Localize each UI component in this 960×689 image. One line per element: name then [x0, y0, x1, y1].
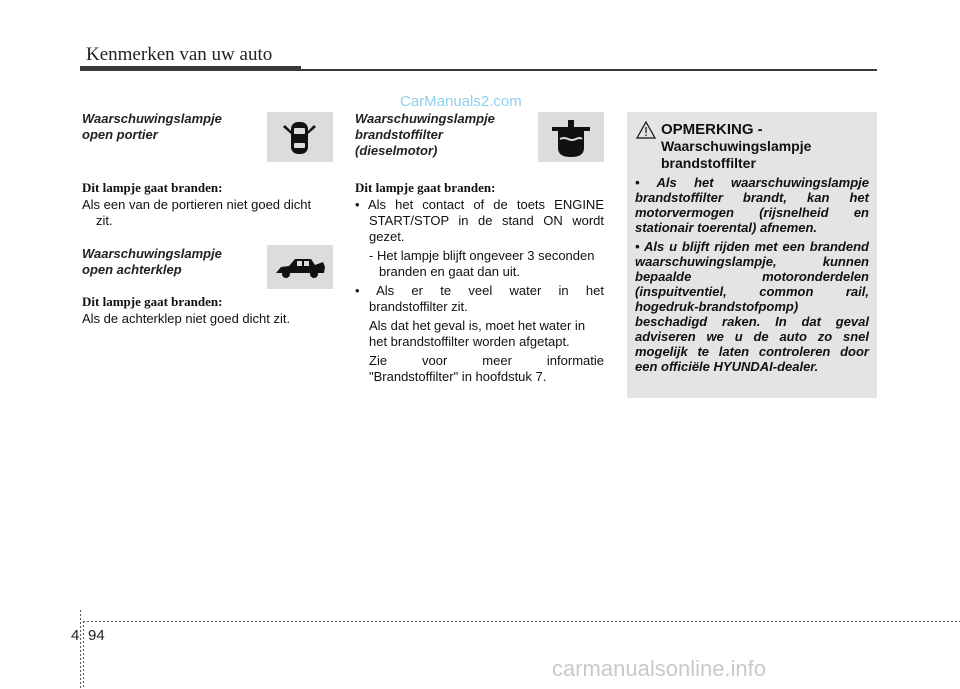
footer-rule: [83, 621, 960, 622]
text-line: brandstoffilter zit.: [369, 299, 468, 314]
warning-triangle-icon: [635, 120, 657, 140]
page-header-title: Kenmerken van uw auto: [86, 44, 273, 65]
note-title: [661, 121, 811, 172]
door-open-warning-icon: [267, 112, 333, 162]
text-line: "Brandstoffilter" in hoofdstuk 7.: [369, 369, 547, 384]
trunk-icon-box: [267, 245, 333, 289]
door-subhead: Dit lampje gaat branden:: [82, 180, 223, 195]
fuel-filter-warning-icon: [538, 112, 604, 162]
text-line: het brandstoffilter worden afgetapt.: [369, 334, 570, 349]
note-box: [627, 112, 877, 398]
text-line: - Het lampje blijft ongeveer 3 seconden: [369, 248, 595, 263]
text-line: gezet.: [369, 229, 405, 244]
fuel-filter-subhead: Dit lampje gaat branden:: [355, 180, 496, 195]
heading-line: Waarschuwingslampje: [355, 111, 495, 126]
chapter-number: 4: [71, 627, 80, 644]
door-text: [82, 197, 334, 229]
page-number: 94: [88, 627, 105, 644]
text-line: START/STOP in de stand ON wordt: [369, 213, 604, 228]
trunk-open-warning-icon: [267, 245, 333, 289]
heading-line: brandstoffilter: [355, 127, 443, 142]
text-line: zit.: [96, 213, 113, 228]
note-title-line: OPMERKING -: [661, 121, 763, 138]
heading-line: (dieselmotor): [355, 143, 438, 158]
header-rule-thin: [301, 69, 877, 71]
heading-line: Waarschuwingslampje: [82, 111, 222, 126]
fuel-filter-icon-box: [538, 112, 604, 162]
watermark-bottom[interactable]: carmanualsonline.info: [552, 656, 767, 681]
door-icon-box: [267, 112, 333, 162]
trunk-warning-heading: [82, 246, 222, 278]
text-line: Als dat het geval is, moet het water in: [369, 318, 586, 333]
text-line: • Als het contact of de toets ENGINE: [355, 197, 604, 212]
note-item: • Als het waarschuwingslampje brandstoffilter brandt, kan het motorvermogen (rijsnelheid en stationair toerental) afnemen.: [635, 175, 869, 235]
note-title-line: brandstoffilter: [661, 155, 756, 171]
footer-divider: [83, 621, 84, 689]
footer-divider: [80, 610, 81, 689]
door-warning-heading: [82, 111, 222, 143]
heading-line: open achterklep: [82, 262, 182, 277]
fuel-filter-heading: [355, 111, 495, 159]
header-rule-thick: [80, 66, 301, 71]
heading-line: Waarschuwingslampje: [82, 246, 222, 261]
note-title-line: Waarschuwingslampje: [661, 138, 812, 154]
note-item: • Als u blijft rijden met een brandend waarschuwingslampje, kunnen bepaalde motoronderdelen (inspuitventiel, common rail, hogedruk-brandstofpomp) beschadigd raken. In dat geval adviseren we u de auto zo snel mogelijk te laten controleren door een officiële HYUNDAI-dealer.: [635, 239, 869, 374]
watermark-top[interactable]: CarManuals2.com: [400, 93, 522, 110]
fuel-filter-text: [355, 197, 604, 385]
text-line: branden en gaat dan uit.: [379, 264, 520, 279]
text-line: Als een van de portieren niet goed dicht: [82, 197, 312, 212]
heading-line: open portier: [82, 127, 158, 142]
text-line: • Als er te veel water in het: [355, 283, 604, 298]
trunk-subhead: Dit lampje gaat branden:: [82, 294, 223, 309]
trunk-text: Als de achterklep niet goed dicht zit.: [82, 311, 291, 326]
text-line: Zie voor meer informatie: [369, 353, 604, 368]
